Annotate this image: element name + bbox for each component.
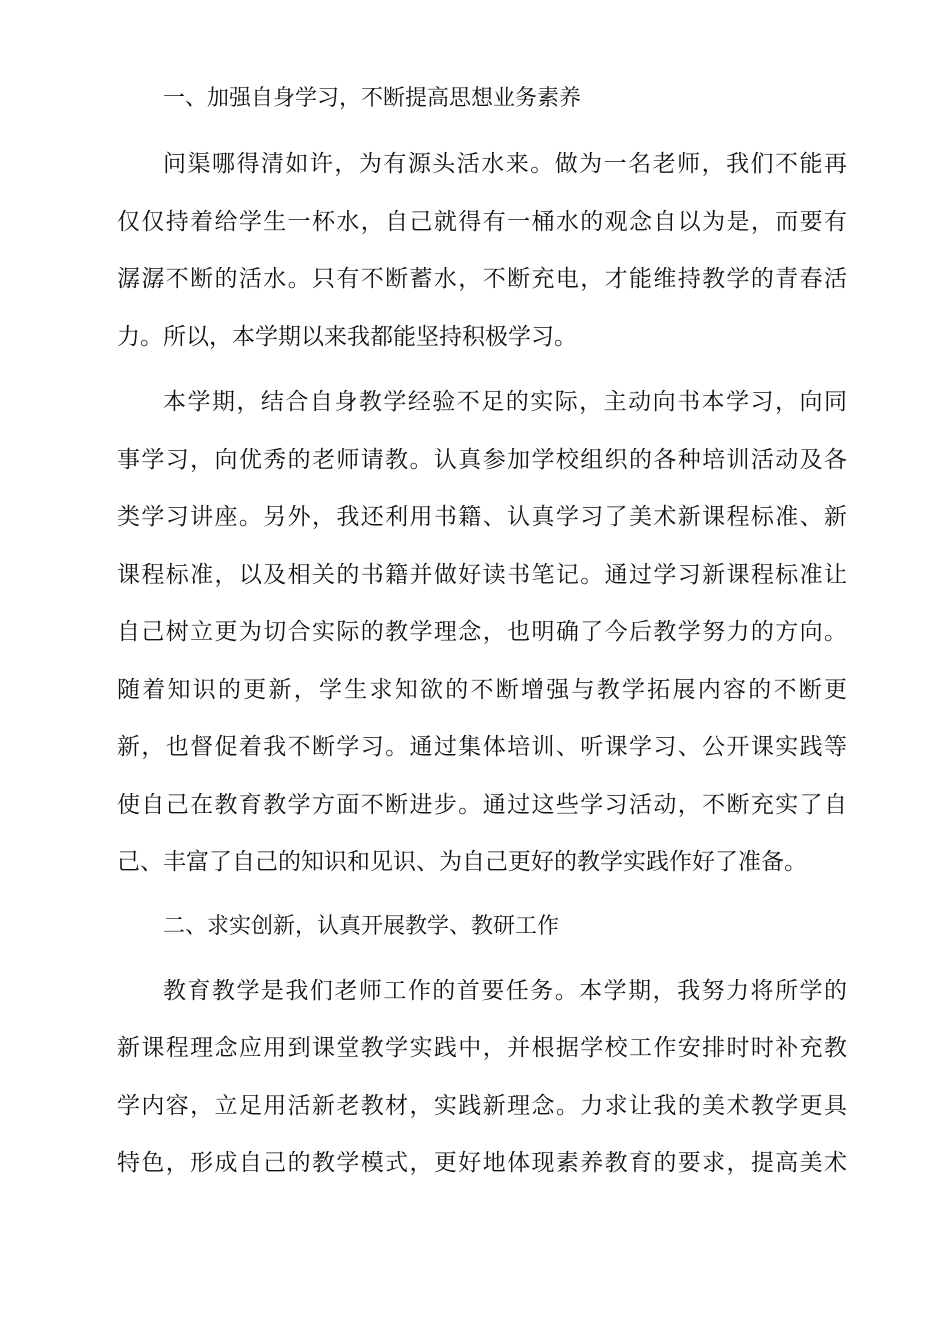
paragraph-line: 问渠哪得清如许，为有源头活水来。做为一名老师，我们不能再 xyxy=(163,151,847,177)
paragraph-2 xyxy=(117,374,847,892)
paragraph-line: 力。所以，本学期以来我都能坚持积极学习。 xyxy=(117,323,577,350)
paragraph-line: 事学习，向优秀的老师请教。认真参加学校组织的各种培训活动及各 xyxy=(117,446,847,473)
paragraph-3 xyxy=(117,963,847,1193)
paragraph-line: 自己树立更为切合实际的教学理念，也明确了今后教学努力的方向。 xyxy=(117,619,847,645)
paragraph-line: 随着知识的更新，学生求知欲的不断增强与教学拓展内容的不断更 xyxy=(117,676,847,703)
section-heading-2: 二、求实创新，认真开展教学、教研工作 xyxy=(163,913,560,939)
paragraph-line: 特色，形成自己的教学模式，更好地体现素养教育的要求，提高美术 xyxy=(117,1150,847,1176)
paragraph-line: 新课程理念应用到课堂教学实践中，并根据学校工作安排时时补充教 xyxy=(117,1035,847,1061)
paragraph-line: 潺潺不断的活水。只有不断蓄水，不断充电，才能维持教学的青春活 xyxy=(117,266,847,292)
paragraph-line: 仅仅持着给学生一杯水，自己就得有一桶水的观念自以为是，而要有 xyxy=(117,208,847,235)
section-heading-1: 一、加强自身学习，不断提高思想业务素养 xyxy=(163,86,582,111)
paragraph-line: 己、丰富了自己的知识和见识、为自己更好的教学实践作好了准备。 xyxy=(117,849,807,875)
paragraph-line: 本学期，结合自身教学经验不足的实际，主动向书本学习，向同 xyxy=(163,389,847,415)
paragraph-1 xyxy=(117,136,847,366)
document-body xyxy=(117,79,847,1193)
paragraph-line: 使自己在教育教学方面不断进步。通过这些学习活动，不断充实了自 xyxy=(117,791,847,818)
paragraph-line: 类学习讲座。另外，我还利用书籍、认真学习了美术新课程标准、新 xyxy=(117,504,847,530)
paragraph-line: 教育教学是我们老师工作的首要任务。本学期，我努力将所学的 xyxy=(163,977,847,1004)
paragraph-line: 新，也督促着我不断学习。通过集体培训、听课学习、公开课实践等 xyxy=(117,734,847,760)
paragraph-line: 课程标准，以及相关的书籍并做好读书笔记。通过学习新课程标准让 xyxy=(117,561,847,588)
paragraph-line: 学内容，立足用活新老教材，实践新理念。力求让我的美术教学更具 xyxy=(117,1092,847,1119)
